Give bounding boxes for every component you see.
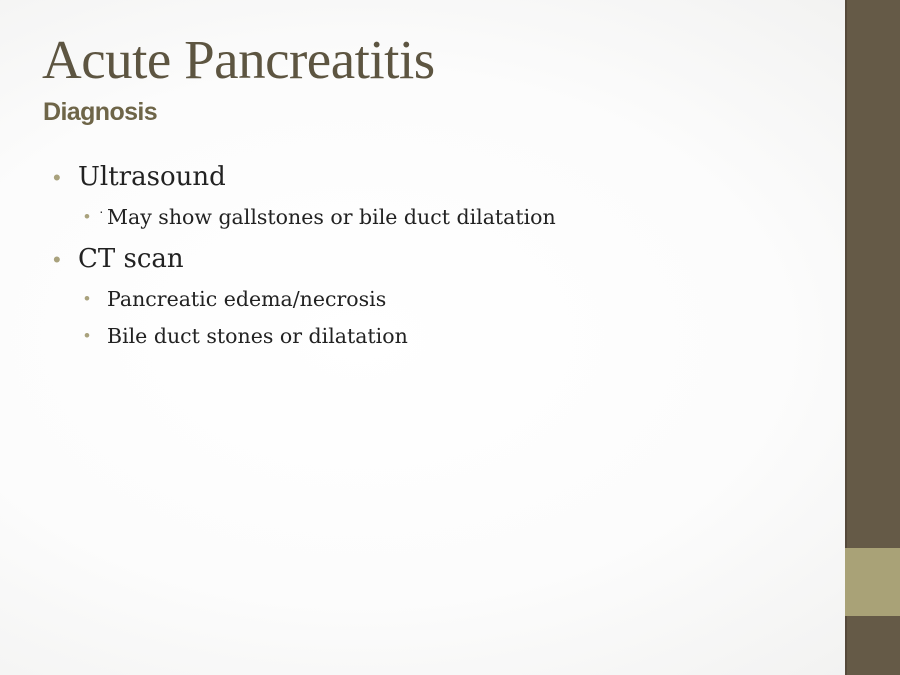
slide-subtitle: Diagnosis — [43, 98, 158, 126]
sub-bullet-bile-duct — [84, 322, 408, 350]
bullet-text: Ultrasound — [78, 162, 226, 192]
bullet-ultrasound — [53, 160, 226, 194]
side-bar-accent — [845, 548, 900, 616]
sub-bullet-text: May show gallstones or bile duct dilatation — [107, 205, 556, 229]
sub-bullet-text: Pancreatic edema/necrosis — [107, 287, 387, 311]
side-bar — [845, 0, 900, 675]
bullet-ct-scan — [53, 242, 184, 276]
sub-bullet-icon: • — [84, 289, 90, 308]
bullet-icon: • — [53, 247, 61, 272]
sub-bullet-edema — [84, 285, 387, 313]
bullet-text: CT scan — [78, 244, 184, 274]
slide-title: Acute Pancreatitis — [42, 29, 435, 90]
stray-mark: · — [99, 203, 104, 219]
sub-bullet-gallstones — [84, 203, 556, 231]
sub-bullet-icon: • — [84, 207, 90, 226]
sub-bullet-icon: • — [84, 326, 90, 345]
bullet-icon: • — [53, 165, 61, 190]
sub-bullet-text: Bile duct stones or dilatation — [107, 324, 408, 348]
